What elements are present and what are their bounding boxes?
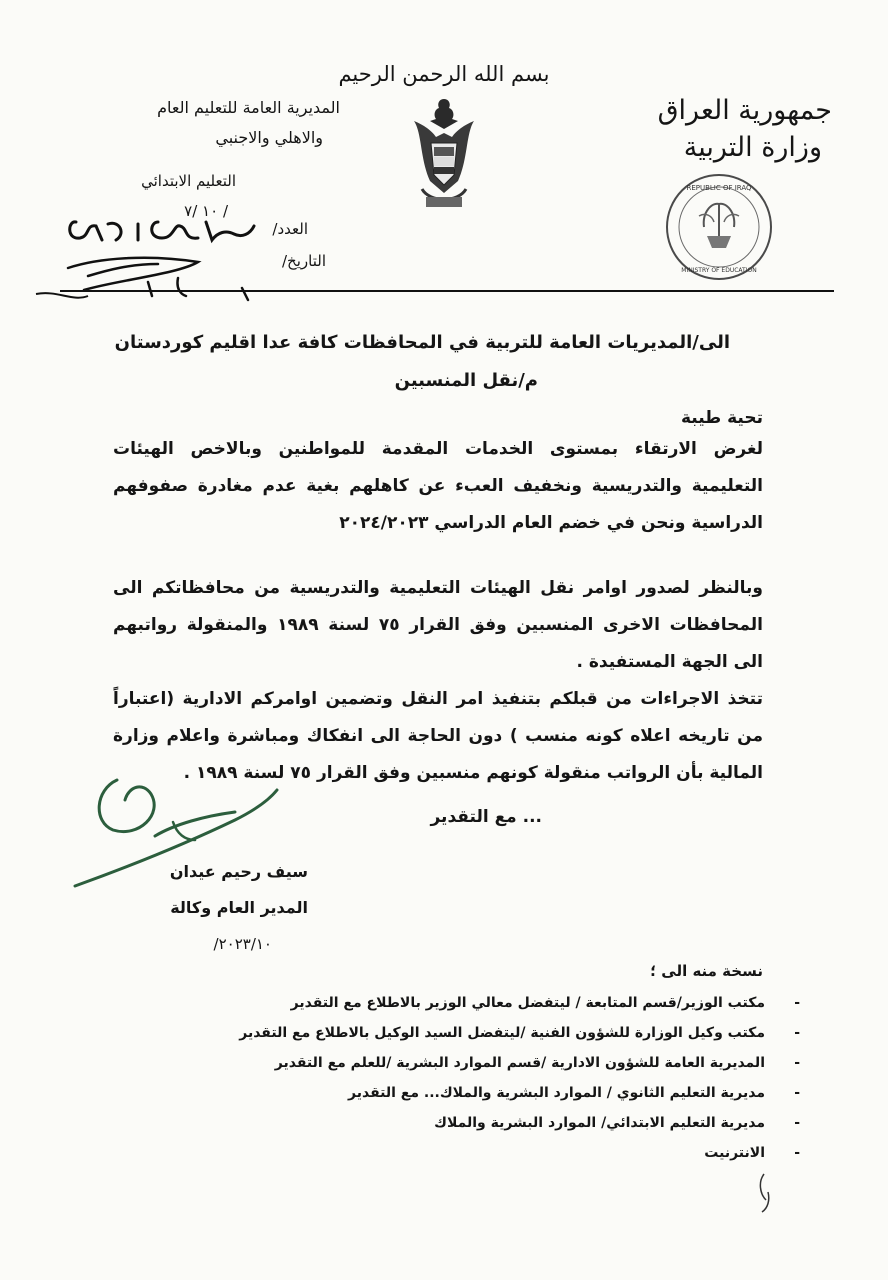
copy-recipient: - مكتب وكيل الوزارة للشؤون الفنية /ليتفضل السيد الوكيل بالاطلاع مع التقدير	[239, 1025, 800, 1041]
directorate-line-1: المديرية العامة للتعليم العام	[157, 98, 340, 117]
basmala: بسم الله الرحمن الرحيم	[338, 62, 550, 86]
ministry-seal-icon	[664, 172, 774, 282]
date-label: التاريخ/	[282, 252, 326, 270]
department-name: التعليم الابتدائي	[141, 172, 236, 190]
reference-number-label: العدد/	[272, 220, 308, 238]
eagle-emblem-icon	[404, 93, 484, 215]
header-divider	[60, 290, 834, 292]
signature-date: ٢٠٢٣/١٠/	[213, 935, 272, 953]
body-paragraph-2: وبالنظر لصدور اوامر نقل الهيئات التعليمية والتدريسية من محافظاتكم الى المحافظات الاخرى المنسبين وفق القرار ٧٥ لسنة ١٩٨٩ والمنقولة رواتبهم الى الجهة المستفيدة .	[113, 578, 763, 672]
copy-recipient: - المديرية العامة للشؤون الادارية /قسم الموارد البشرية /للعلم مع التقدير	[274, 1055, 800, 1071]
copy-recipient: - مديرية التعليم الابتدائي/ الموارد البشرية والملاك	[434, 1115, 800, 1131]
handwritten-reference-drawing	[28, 210, 308, 312]
recipient-line: الى/المديريات العامة للتربية في المحافظات كافة عدا اقليم كوردستان	[114, 332, 730, 353]
ministry-name: وزارة التربية	[683, 132, 822, 163]
body-paragraph-3: تتخذ الاجراءات من قبلكم بتنفيذ امر النقل وتضمين اوامركم الادارية (اعتباراً من تاريخه اعلاه كونه منسب ) دون الحاجة الى انفكاك ومباشرة واعلام وزارة المالية بأن الرواتب منقولة كونهم منسبين وفق القرار ٧٥ لسنة ١٩٨٩ .	[113, 689, 763, 783]
country-name: جمهورية العراق	[657, 95, 832, 126]
closing-line: ... مع التقدير	[430, 807, 542, 827]
ink-mark-icon	[750, 1170, 780, 1215]
copies-list	[110, 988, 800, 1168]
subject-line: م/نقل المنسبين	[394, 370, 538, 391]
seal-text-bottom: MINISTRY OF EDUCATION	[681, 267, 757, 274]
copy-recipient: - الانترنيت	[704, 1145, 800, 1161]
body-paragraph-1: لغرض الارتقاء بمستوى الخدمات المقدمة للمواطنين وبالاخص الهيئات التعليمية والتدريسية ونخفيف العبء عن كاهلهم بغية عدم مغادرة صفوفهم الدراسية ونحن في خضم العام الدراسي ٢٠٢٤/٢٠٢٣	[113, 439, 763, 533]
seal-text-top: REPUBLIC OF IRAQ	[686, 184, 752, 192]
greeting: تحية طيبة	[680, 408, 763, 428]
header-date: ١٠ /٧ /	[184, 202, 228, 220]
signatory-title: المدير العام وكالة	[170, 898, 308, 917]
copies-title: نسخة منه الى ؛	[650, 962, 763, 980]
signatory-name: سيف رحيم عيدان	[169, 862, 308, 881]
directorate-line-2: والاهلي والاجنبي	[215, 128, 323, 147]
copy-recipient: - مكتب الوزير/قسم المتابعة / ليتفضل معالي الوزير بالاطلاع مع التقدير	[290, 995, 800, 1011]
copy-recipient: - مديرية التعليم الثانوي / الموارد البشرية والملاك... مع التقدير	[348, 1085, 800, 1101]
